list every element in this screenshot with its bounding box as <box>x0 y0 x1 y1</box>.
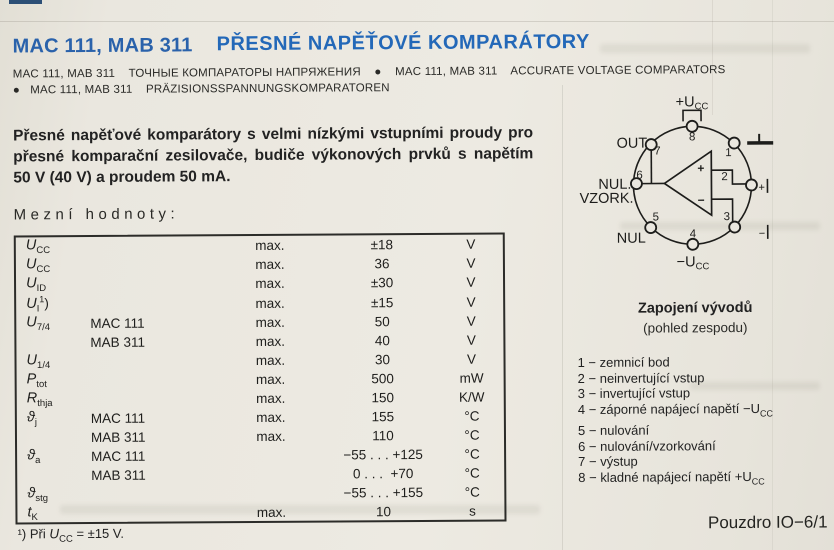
param-symbol: $U_{CC}$ <box>25 256 51 276</box>
pin-number-2: 2 <box>721 171 728 184</box>
condition <box>216 484 326 504</box>
opamp-plus-sign: + <box>697 161 705 176</box>
device-name <box>77 389 216 409</box>
pin-number-8: 8 <box>688 131 696 144</box>
condition: max. <box>255 333 286 350</box>
limit-value: 10 <box>375 504 392 520</box>
unit: V <box>466 255 476 271</box>
unit: s <box>469 503 476 519</box>
condition: max. <box>255 295 285 311</box>
unit: mW <box>459 370 484 386</box>
page-title-model: MAC 111, MAB 311 <box>12 34 193 58</box>
device-name: MAC 111 <box>91 448 146 465</box>
unit: °C <box>464 408 480 424</box>
pin-legend-item: 5 − nulování <box>577 422 650 438</box>
limit-value: 0 . . . +70 <box>352 466 414 482</box>
condition: max. <box>256 409 286 426</box>
device-name: MAB 311 <box>90 334 145 351</box>
param-symbol: $ϑ_j$ <box>26 409 38 429</box>
unit: V <box>466 313 476 329</box>
limit-values-table <box>14 232 507 524</box>
limit-value: 500 <box>371 371 394 387</box>
table-row <box>17 502 504 524</box>
multilingual-subtitle-line1: MAC 111, MAB 311 ТОЧНЫЕ КОМПАРАТОРЫ НАПРЯЖЕНИЯ ● MAC 111, MAB 311 ACCURATE VOLTAGE COMPARATORS <box>12 64 726 81</box>
unit: V <box>466 332 476 348</box>
condition: max. <box>255 256 285 272</box>
pin-legend-title: Zapojení vývodů <box>637 299 753 317</box>
limit-value: ±15 <box>370 294 394 310</box>
unit: V <box>466 294 476 310</box>
unit: V <box>466 236 476 252</box>
param-symbol: $R_{thja}$ <box>26 390 53 410</box>
condition: max. <box>255 352 286 369</box>
pin-number-4: 4 <box>689 228 697 241</box>
pin-legend-item: 1 − zemnicí bod <box>577 354 670 371</box>
device-name <box>76 293 215 314</box>
condition <box>216 446 326 466</box>
vcc-pos-label: $+U_{CC}$ <box>675 94 709 113</box>
limits-table-body <box>16 234 505 523</box>
param-symbol <box>16 333 76 352</box>
condition: max. <box>255 237 285 253</box>
vcc-neg-label: $-U_{CC}$ <box>676 254 710 273</box>
pin-legend-item: 3 − invertující vstup <box>577 385 691 402</box>
device-name: MAB 311 <box>90 429 146 446</box>
limit-value: 155 <box>371 409 395 425</box>
condition <box>216 465 326 485</box>
param-symbol: $U_{CC}$ <box>25 237 51 257</box>
limit-value: 150 <box>371 390 395 406</box>
out-label: OUT <box>616 135 648 152</box>
device-name <box>76 255 215 275</box>
param-symbol <box>17 466 77 485</box>
limit-value: 110 <box>372 428 394 444</box>
unit: V <box>466 351 477 367</box>
unit: °C <box>464 484 480 500</box>
page-title: PŘESNÉ NAPĚŤOVÉ KOMPARÁTORY <box>216 30 590 56</box>
pin-number-7: 7 <box>654 145 661 158</box>
unit: °C <box>464 427 480 443</box>
pin-legend-subtitle: (pohled zespodu) <box>643 319 748 336</box>
device-name: MAC 111 <box>90 410 146 427</box>
opamp-minus-sign: − <box>697 193 705 208</box>
pin-8 <box>687 121 698 132</box>
condition: max. <box>255 371 286 388</box>
limit-value: 30 <box>374 352 391 368</box>
param-symbol: $U_{ID}$ <box>25 275 47 295</box>
device-name <box>77 484 216 504</box>
pin-legend-item: 8 − kladné napájecí napětí $+U_{CC}$ <box>578 468 765 487</box>
condition: max. <box>256 390 286 407</box>
pin-legend-item: 4 − záporné napájecí napětí $-U_{CC}$ <box>577 400 774 419</box>
pin-3 <box>729 222 740 233</box>
footnote: ¹) Při $U_{CC} = \pm 15$ V. <box>17 525 125 545</box>
limit-value: −55 . . . +155 <box>343 485 424 501</box>
description-paragraph: Přesné napěťové komparátory s velmi nízkými vstupními proudy pro přesné komparační zesilovače, budiče výkonových prvků s napětím 50 V (40 V) a proudem 50 mA. <box>13 124 534 187</box>
param-symbol <box>17 428 77 447</box>
pinout-diagram <box>559 88 810 290</box>
package-label: Pouzdro IO−6/1 <box>707 512 828 533</box>
pin-number-5: 5 <box>652 211 660 224</box>
limit-value: 36 <box>374 256 390 272</box>
pin-legend-item: 6 − nulování/vzorkování <box>578 437 716 454</box>
condition: max. <box>255 275 285 291</box>
multilingual-subtitle-line2: ● MAC 111, MAB 311 PRÄZISIONSSPANNUNGSKOMPARATOREN <box>12 82 390 97</box>
param-symbol: $t_K$ <box>27 504 38 524</box>
limit-values-heading: Mezní hodnoty: <box>13 205 180 224</box>
device-name: MAB 311 <box>91 467 146 484</box>
limit-value: ±18 <box>370 237 394 253</box>
pin-2 <box>746 179 757 190</box>
pin-legend-item: 2 − neinvertující vstup <box>577 369 705 386</box>
nul5-label: NUL <box>616 230 646 247</box>
device-name <box>77 370 216 390</box>
pin-number-1: 1 <box>725 147 732 160</box>
param-symbol: $U_I^1$) <box>26 294 49 315</box>
pin2-polarity-mark: + <box>758 181 765 194</box>
pin-number-3: 3 <box>723 211 731 224</box>
unit: °C <box>464 465 480 481</box>
param-symbol: $ϑ_a$ <box>27 447 41 467</box>
condition: max. <box>255 314 285 331</box>
device-name <box>76 274 215 294</box>
device-name: MAC 111 <box>90 315 145 332</box>
pin3-polarity-mark: − <box>758 227 766 240</box>
param-symbol: $ϑ_{stg}$ <box>27 485 49 505</box>
unit: K/W <box>458 389 485 405</box>
nul6-label: NUL. <box>598 176 632 193</box>
pin-legend-list <box>577 354 773 491</box>
vzork-label: VZORK. <box>579 190 634 208</box>
pin-legend-item: 7 − výstup <box>578 453 638 470</box>
pin-number-6: 6 <box>636 169 643 182</box>
condition: max. <box>256 504 287 521</box>
unit: V <box>466 274 476 290</box>
pin-4 <box>687 239 698 250</box>
param-symbol: $U_{7/4}$ <box>26 314 51 334</box>
limit-value: −55 . . . +125 <box>343 447 423 463</box>
device-name <box>76 236 215 256</box>
param-symbol: $P_{tot}$ <box>26 371 47 391</box>
condition: max. <box>256 428 286 445</box>
param-symbol: $U_{1/4}$ <box>26 352 51 372</box>
limit-value: 40 <box>374 333 390 349</box>
limit-value: 50 <box>374 314 390 330</box>
noninverting-wire <box>711 170 746 184</box>
device-name <box>77 503 216 523</box>
device-name <box>76 351 215 371</box>
limit-value: ±30 <box>370 275 394 291</box>
pin-5 <box>645 222 656 233</box>
unit: °C <box>464 446 480 462</box>
